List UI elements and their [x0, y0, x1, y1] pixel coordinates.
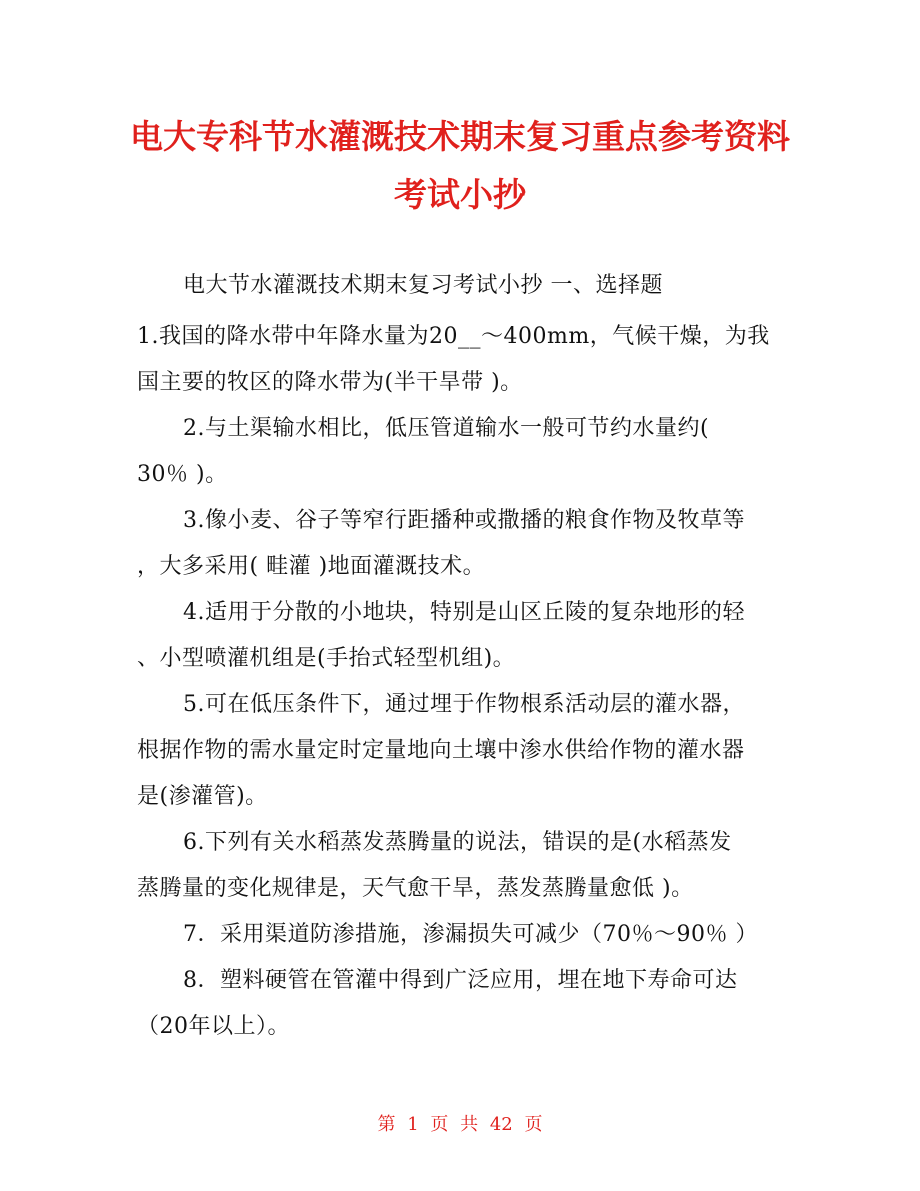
- question-8-line-2: （20年以上）。: [137, 1014, 290, 1039]
- question-2-line-1: 2.与土渠输水相比，低压管道输水一般可节约水量约(: [183, 416, 710, 441]
- question-5-line-1: 5.可在低压条件下，通过埋于作物根系活动层的灌水器，: [183, 692, 745, 717]
- question-6-line-2: 蒸腾量的变化规律是，天气愈干旱，蒸发蒸腾量愈低 )。: [137, 876, 694, 901]
- question-5-line-3: 是(渗灌管)。: [137, 784, 268, 809]
- question-6-line-1: 6.下列有关水稻蒸发蒸腾量的说法，错误的是(水稻蒸发: [183, 830, 732, 855]
- section-heading: 电大节水灌溉技术期末复习考试小抄 一、选择题: [183, 273, 663, 298]
- document-title-line-1: 电大专科节水灌溉技术期末复习重点参考资料: [130, 117, 790, 156]
- question-3-line-1: 3.像小麦、谷子等窄行距播种或撒播的粮食作物及牧草等: [183, 508, 745, 533]
- question-4-line-1: 4.适用于分散的小地块，特别是山区丘陵的复杂地形的轻: [183, 600, 745, 625]
- question-1-line-1: 1.我国的降水带中年降水量为20__～400mm，气候干燥，为我: [137, 324, 770, 349]
- page-number-footer: 第 1 页 共 42 页: [377, 1114, 543, 1135]
- question-1-line-2: 国主要的牧区的降水带为(半干旱带 )。: [137, 370, 523, 395]
- question-7-line-1: 7．采用渠道防渗措施，渗漏损失可减少（70％～90％ ）: [183, 922, 758, 947]
- question-2-line-2: 30％ )。: [137, 462, 228, 487]
- question-8-line-1: 8．塑料硬管在管灌中得到广泛应用，埋在地下寿命可达: [183, 968, 738, 993]
- question-3-line-2: ，大多采用( 畦灌 )地面灌溉技术。: [137, 554, 486, 579]
- question-5-line-2: 根据作物的需水量定时定量地向土壤中渗水供给作物的灌水器: [137, 738, 745, 763]
- question-4-line-2: 、小型喷灌机组是(手抬式轻型机组)。: [137, 646, 516, 671]
- document-title-line-2: 考试小抄: [394, 175, 526, 214]
